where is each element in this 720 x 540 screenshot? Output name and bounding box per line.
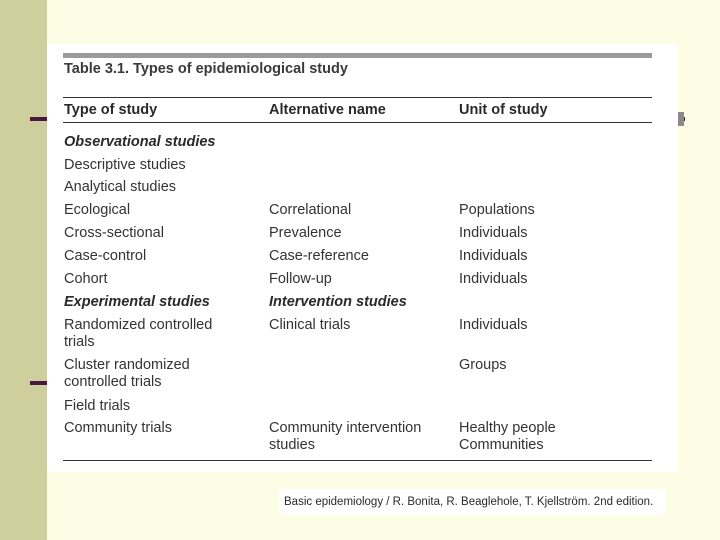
table-caption-label: Table 3.1. (64, 61, 130, 77)
left-decorative-band (0, 0, 47, 540)
row-unit: Individuals (459, 271, 528, 287)
row-type-cont: trials (64, 334, 95, 350)
row-type: Case-control (64, 248, 147, 264)
table-caption-text: Types of epidemiological study (129, 61, 348, 77)
row-unit: Individuals (459, 248, 528, 264)
row-type: Cross-sectional (64, 225, 164, 241)
row-alt-cont: studies (269, 437, 315, 453)
header-type-of-study: Type of study (64, 102, 158, 118)
row-alt: Case-reference (269, 248, 369, 264)
row-type: Analytical studies (64, 179, 177, 195)
row-alt: Correlational (269, 202, 352, 218)
row-alt: Community intervention (269, 420, 422, 436)
row-type: Cluster randomized (64, 357, 190, 373)
row-alt: Clinical trials (269, 317, 351, 333)
row-unit: Individuals (459, 317, 528, 333)
row-type: Community trials (64, 420, 172, 436)
header-alternative-name: Alternative name (269, 102, 386, 118)
row-type: Field trials (64, 398, 131, 414)
source-citation: Basic epidemiology / R. Bonita, R. Beaglehole, T. Kjellström. 2nd edition. (279, 489, 666, 515)
table-image-panel (47, 44, 678, 472)
row-unit: Populations (459, 202, 535, 218)
row-type: Cohort (64, 271, 108, 287)
row-alt: Intervention studies (269, 294, 407, 310)
table-bottom-rule (63, 460, 652, 461)
header-top-rule (63, 97, 652, 98)
row-type: Ecological (64, 202, 131, 218)
table-top-bar (63, 53, 652, 58)
row-type: Descriptive studies (64, 157, 186, 173)
row-type: Experimental studies (64, 294, 210, 310)
row-alt: Follow-up (269, 271, 332, 287)
row-type: Observational studies (64, 134, 216, 150)
header-unit-of-study: Unit of study (459, 102, 548, 118)
row-unit: Healthy people (459, 420, 556, 436)
row-type-cont: controlled trials (64, 374, 162, 390)
row-unit: Individuals (459, 225, 528, 241)
row-unit: Groups (459, 357, 507, 373)
row-unit-cont: Communities (459, 437, 544, 453)
row-alt: Prevalence (269, 225, 342, 241)
table-caption (64, 61, 348, 77)
header-bottom-rule (63, 122, 652, 123)
row-type: Randomized controlled (64, 317, 213, 333)
